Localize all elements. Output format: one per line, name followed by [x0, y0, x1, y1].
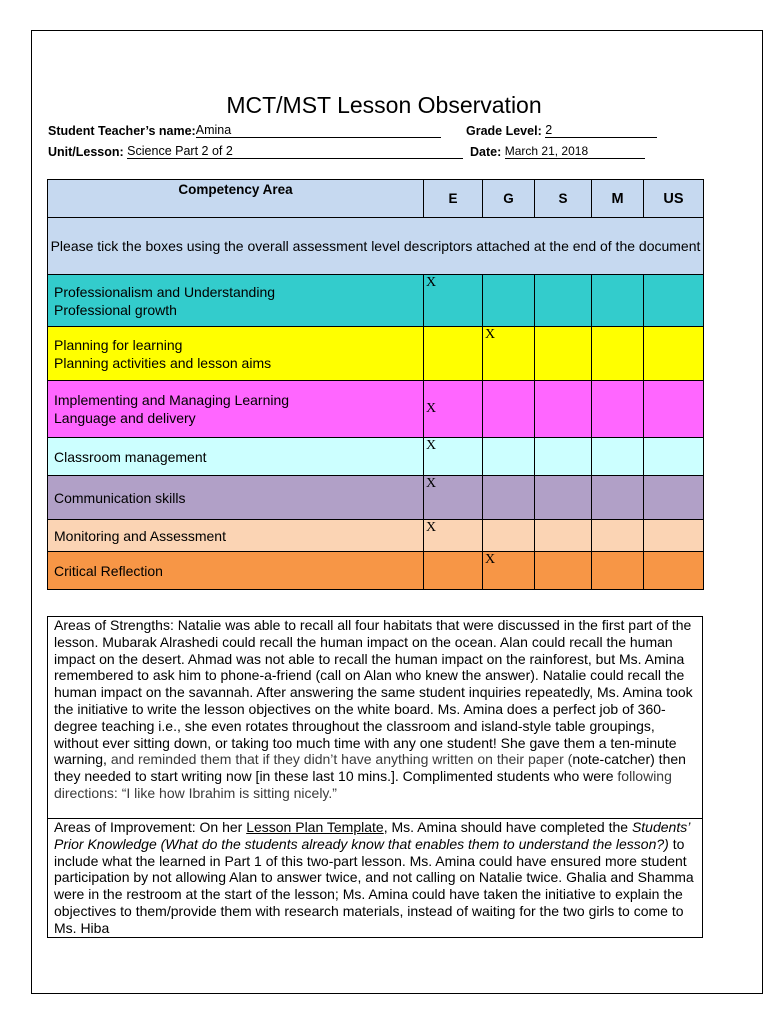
grade-label: Grade Level:	[466, 124, 546, 138]
competency-label	[48, 520, 424, 552]
date-label: Date:	[470, 145, 505, 159]
checkbox-m[interactable]	[592, 476, 644, 520]
level-header-us: US	[644, 180, 704, 218]
improvement-text-3: to include what the learned in Part 1 of this two-part lesson. Ms. Amina could have ensured more student participation by not allowing Alan to answer twice, and not calling on Natalie twice. Ghalia and Shamma were in the restroom at the start of the lesson; Ms. Amina could have taken the initiative to explain the objectives to them/provide them with research materials, instead of waiting for the two girls to come to Ms. Hiba	[54, 835, 694, 936]
competency-row	[48, 327, 704, 381]
checkbox-m[interactable]	[592, 438, 644, 476]
competency-table	[47, 179, 704, 590]
checkbox-us[interactable]	[644, 438, 704, 476]
level-header-s: S	[535, 180, 592, 218]
checkbox-s[interactable]	[535, 438, 592, 476]
competency-line-1: Classroom management	[54, 448, 207, 465]
checkbox-s[interactable]	[535, 327, 592, 381]
checkbox-g[interactable]	[483, 552, 535, 590]
competency-label	[48, 552, 424, 590]
checkbox-m[interactable]	[592, 381, 644, 438]
competency-row	[48, 520, 704, 552]
check-mark: X	[426, 401, 437, 416]
level-header-m: M	[592, 180, 644, 218]
competency-row	[48, 552, 704, 590]
checkbox-m[interactable]	[592, 520, 644, 552]
check-mark: X	[426, 275, 437, 290]
checkbox-s[interactable]	[535, 476, 592, 520]
competency-line-2: Planning activities and lesson aims	[54, 354, 272, 371]
competency-label	[48, 275, 424, 327]
improvement-italic-1: Students’ Prior Knowledge (What do the students already know that enables them to	[54, 819, 690, 852]
checkbox-g[interactable]	[483, 520, 535, 552]
checkbox-e[interactable]	[424, 275, 483, 327]
competency-label	[48, 327, 424, 381]
checkbox-e[interactable]	[424, 520, 483, 552]
student-name-value: Amina	[195, 123, 232, 137]
checkbox-us[interactable]	[644, 381, 704, 438]
competency-row	[48, 275, 704, 327]
page-title: MCT/MST Lesson Observation	[226, 92, 542, 118]
competency-label	[48, 476, 424, 520]
instruction-row	[48, 218, 704, 275]
checkbox-us[interactable]	[644, 275, 704, 327]
strengths-text-light-2: following directions: “I like how Ibrahim is sitting nicely.”	[54, 768, 672, 801]
checkbox-g[interactable]	[483, 381, 535, 438]
improvement-italic-2: understand the lesson?)	[518, 835, 669, 852]
lesson-plan-template-link: Lesson Plan Template	[246, 819, 384, 835]
strengths-text: Areas of Strengths: Natalie was able to recall all four habitats that were discussed in the first part of the lesson. Mubarak Alrashedi could recall the human impact on the ocean. Alan could recall the human impact on the desert. Ahmad was not able to recall the human impact on the rainforest, but Ms. Amina remembered to ask him to phone-a-friend (call on Alan who knew the answer). Natalie could recall the human impact on the savannah. After answering the same student inquiries repeatedly, Ms. Amina took the initiative to write the lesson objectives on the white board. Ms. Amina does a perfect job of 360-degree teaching i.e., she even rotates throughout the classroom and island-style table groupings, without ever sitting down, or taking too much time with any one student! She gave them a ten-minute warning,	[54, 617, 693, 768]
date-value: March 21, 2018	[504, 144, 589, 158]
checkbox-us[interactable]	[644, 327, 704, 381]
checkbox-g[interactable]	[483, 438, 535, 476]
checkbox-s[interactable]	[535, 520, 592, 552]
checkbox-e[interactable]	[424, 476, 483, 520]
level-header-g: G	[483, 180, 535, 218]
checkbox-m[interactable]	[592, 552, 644, 590]
checkbox-e[interactable]	[424, 552, 483, 590]
checkbox-g[interactable]	[483, 476, 535, 520]
unit-value: Science Part 2 of 2	[127, 144, 233, 158]
grade-line	[466, 123, 657, 138]
checkbox-us[interactable]	[644, 476, 704, 520]
table-header-row	[48, 180, 704, 218]
instruction-text: Please tick the boxes using the overall assessment level descriptors attached at the end of the document	[48, 218, 704, 275]
improvement-text-1: Areas of Improvement: On her	[54, 819, 247, 835]
competency-line-2: Language and delivery	[54, 410, 196, 426]
check-mark: X	[485, 327, 496, 342]
checkbox-s[interactable]	[535, 552, 592, 590]
check-mark: X	[426, 476, 437, 491]
student-name-label: Student Teacher’s name:	[48, 124, 196, 138]
strengths-text-light-1: and reminded them that if they didn’t have anything written on their paper (	[110, 751, 573, 768]
competency-area-header: Competency Area	[48, 180, 424, 218]
competency-row	[48, 381, 704, 438]
check-mark: X	[485, 552, 496, 567]
checkbox-e[interactable]	[424, 327, 483, 381]
competency-line-1: Critical Reflection	[54, 562, 163, 579]
competency-label	[48, 381, 424, 438]
competency-row	[48, 476, 704, 520]
strengths-box	[47, 616, 703, 819]
checkbox-s[interactable]	[535, 381, 592, 438]
competency-label	[48, 438, 424, 476]
checkbox-g[interactable]	[483, 327, 535, 381]
checkbox-us[interactable]	[644, 552, 704, 590]
unit-line	[48, 144, 463, 159]
competency-line-1: Implementing and Managing Learning	[54, 392, 290, 408]
checkbox-m[interactable]	[592, 327, 644, 381]
checkbox-s[interactable]	[535, 275, 592, 327]
competency-line-1: Monitoring and Assessment	[54, 527, 226, 544]
strengths-text-2: note-catcher) then they needed to start writing now [in these last 10 mins.]. Complimented students who were	[54, 751, 686, 785]
check-mark: X	[426, 520, 437, 535]
level-header-e: E	[424, 180, 483, 218]
competency-line-2: Professional growth	[54, 301, 177, 318]
competency-line-1: Professionalism and Understanding	[54, 283, 276, 300]
checkbox-e[interactable]	[424, 438, 483, 476]
checkbox-e[interactable]	[424, 381, 483, 438]
improvement-text-2: , Ms. Amina should have completed the	[383, 819, 632, 835]
checkbox-m[interactable]	[592, 275, 644, 327]
date-line	[470, 144, 645, 159]
competency-row	[48, 438, 704, 476]
competency-line-1: Planning for learning	[54, 336, 183, 353]
competency-line-1: Communication skills	[54, 489, 186, 506]
student-name-line	[48, 123, 441, 138]
check-mark: X	[426, 438, 437, 453]
grade-value: 2	[545, 123, 553, 137]
improvement-box	[47, 818, 703, 938]
checkbox-us[interactable]	[644, 520, 704, 552]
unit-label: Unit/Lesson:	[48, 145, 128, 159]
checkbox-g[interactable]	[483, 275, 535, 327]
